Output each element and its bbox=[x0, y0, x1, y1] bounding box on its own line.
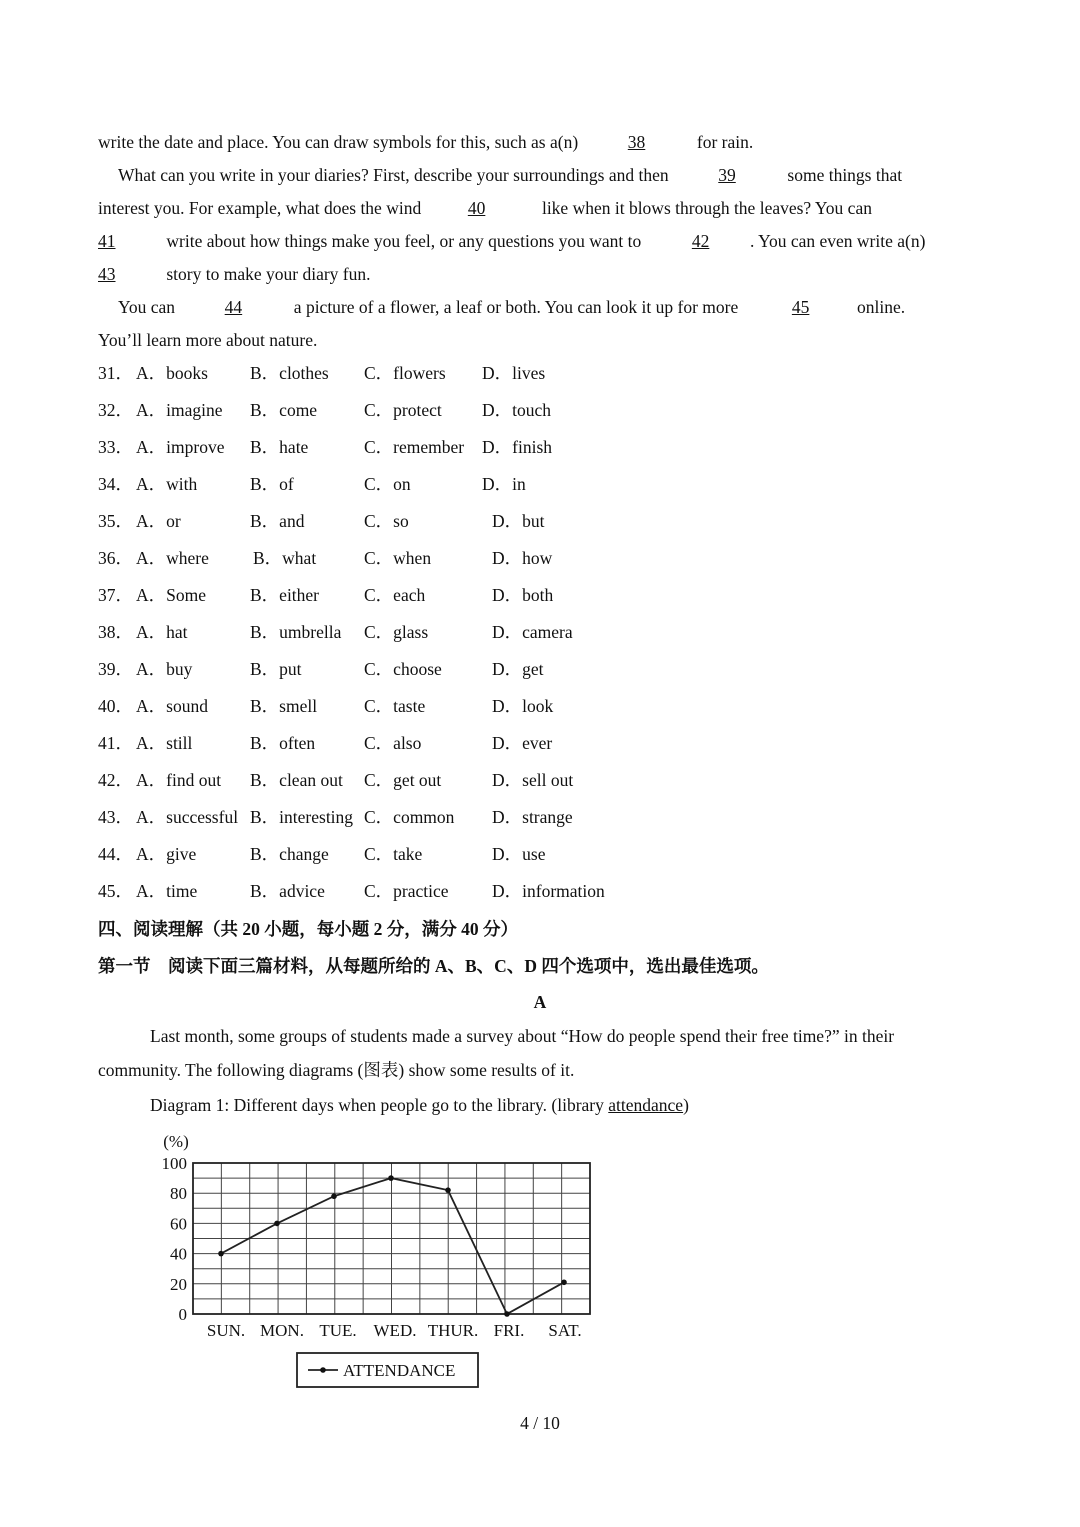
question-number: 43． bbox=[98, 807, 133, 827]
x-tick-label: THUR. bbox=[427, 1321, 479, 1340]
y-tick-label: 100 bbox=[161, 1154, 187, 1173]
passage-text: a picture of a flower, a leaf or both. You can look it up for more bbox=[293, 297, 739, 317]
caption-text: ) bbox=[683, 1095, 689, 1115]
option-d: D．ever bbox=[492, 733, 553, 753]
blank-43: 43 bbox=[98, 264, 116, 284]
data-point bbox=[218, 1251, 224, 1257]
x-tick-label: SUN. bbox=[206, 1321, 246, 1340]
option-c: C．common bbox=[364, 807, 455, 827]
passage-text: interest you. For example, what does the wind bbox=[98, 198, 422, 218]
option-b: B．interesting bbox=[250, 807, 354, 827]
blank-40: 40 bbox=[467, 198, 486, 218]
option-c: C．protect bbox=[364, 400, 442, 420]
option-a: A．hat bbox=[136, 622, 188, 642]
passage-letter: A bbox=[533, 992, 547, 1012]
option-c: C．remember bbox=[364, 437, 465, 457]
caption-underlined: attendance bbox=[608, 1095, 684, 1115]
option-b: B．umbrella bbox=[250, 622, 342, 642]
passage-text: some things that bbox=[787, 165, 903, 185]
option-c: C．take bbox=[364, 844, 423, 864]
option-d: D．touch bbox=[482, 400, 552, 420]
option-a: A．find out bbox=[136, 770, 222, 790]
data-point bbox=[504, 1311, 510, 1317]
option-c: C．practice bbox=[364, 881, 449, 901]
option-d: D．in bbox=[482, 474, 526, 494]
option-b: B．change bbox=[250, 844, 329, 864]
blank-42: 42 bbox=[691, 231, 710, 251]
question-number: 45． bbox=[98, 881, 133, 901]
option-d: D．look bbox=[492, 696, 554, 716]
question-number: 36． bbox=[98, 548, 133, 568]
x-tick-label: FRI. bbox=[493, 1321, 525, 1340]
question-number: 34． bbox=[98, 474, 133, 494]
y-tick-label: 20 bbox=[170, 1274, 187, 1294]
option-d: D．finish bbox=[482, 437, 552, 457]
question-number: 32． bbox=[98, 400, 133, 420]
passage-text: story to make your diary fun. bbox=[166, 264, 371, 284]
option-b: B．hate bbox=[250, 437, 309, 457]
x-tick-label: TUE. bbox=[319, 1321, 357, 1340]
option-d: D．strange bbox=[492, 807, 573, 827]
option-b: B．often bbox=[250, 733, 316, 753]
option-d: D．but bbox=[492, 511, 545, 531]
option-b: B．clean out bbox=[250, 770, 343, 790]
option-b: B．smell bbox=[250, 696, 318, 716]
option-a: A．buy bbox=[136, 659, 193, 679]
option-c: C．flowers bbox=[364, 363, 446, 383]
question-number: 44． bbox=[98, 844, 133, 864]
y-tick-label: 60 bbox=[170, 1214, 187, 1234]
option-b: B．come bbox=[250, 400, 318, 420]
y-tick-label: 40 bbox=[170, 1244, 187, 1264]
data-point bbox=[445, 1187, 451, 1193]
option-b: B．clothes bbox=[250, 363, 329, 383]
option-a: A．with bbox=[136, 474, 198, 494]
x-tick-label: WED. bbox=[373, 1321, 417, 1340]
question-number: 40． bbox=[98, 696, 133, 716]
x-tick-label: MON. bbox=[260, 1321, 304, 1340]
option-a: A．where bbox=[136, 548, 209, 568]
option-d: D．get bbox=[492, 659, 544, 679]
data-point bbox=[388, 1175, 394, 1181]
y-tick-label: 0 bbox=[178, 1305, 187, 1324]
question-number: 42． bbox=[98, 770, 133, 790]
option-a: A．successful bbox=[136, 807, 239, 827]
option-c: C．get out bbox=[364, 770, 442, 790]
passage-text: What can you write in your diaries? First, describe your surroundings and then bbox=[118, 165, 669, 185]
legend-label: ATTENDANCE bbox=[343, 1361, 456, 1380]
option-c: C．choose bbox=[364, 659, 442, 679]
passage-text: You’ll learn more about nature. bbox=[98, 330, 318, 350]
passage-text: . You can even write a(n) bbox=[749, 231, 926, 251]
blank-38: 38 bbox=[627, 132, 646, 152]
option-d: D．use bbox=[492, 844, 546, 864]
passage-text: for rain. bbox=[696, 132, 754, 152]
data-point bbox=[331, 1193, 337, 1199]
blank-41: 41 bbox=[98, 231, 116, 251]
question-number: 35． bbox=[98, 511, 133, 531]
option-d: D．lives bbox=[482, 363, 546, 383]
option-b: B．advice bbox=[250, 881, 325, 901]
y-axis-label: (%) bbox=[163, 1132, 189, 1151]
option-c: C．on bbox=[364, 474, 411, 494]
blank-45: 45 bbox=[791, 297, 810, 317]
passage-text: like when it blows through the leaves? You can bbox=[541, 198, 872, 218]
passage-text: write the date and place. You can draw symbols for this, such as a(n) bbox=[98, 132, 579, 152]
series-line-attendance bbox=[221, 1178, 564, 1314]
data-point bbox=[561, 1279, 567, 1285]
y-tick-label: 80 bbox=[170, 1184, 187, 1204]
option-b: B．and bbox=[250, 511, 305, 531]
option-c: C．glass bbox=[364, 622, 429, 642]
legend-marker bbox=[320, 1367, 326, 1373]
question-number: 33． bbox=[98, 437, 133, 457]
option-c: C．each bbox=[364, 585, 426, 605]
option-a: A．time bbox=[136, 881, 198, 901]
passage-text: write about how things make you feel, or any questions you want to bbox=[166, 231, 642, 251]
section-subheading: 第一节 阅读下面三篇材料，从每题所给的 A、B、C、D 四个选项中，选出最佳选项。 bbox=[98, 956, 769, 976]
option-b: B．what bbox=[253, 548, 317, 568]
data-point bbox=[274, 1221, 280, 1227]
intro-line-1: Last month, some groups of students made a survey about “How do people spend their free time?” in their bbox=[150, 1026, 895, 1046]
question-number: 37． bbox=[98, 585, 133, 605]
option-a: A．imagine bbox=[136, 400, 223, 420]
option-a: A．still bbox=[136, 733, 193, 753]
question-number: 31． bbox=[98, 363, 133, 383]
option-a: A．books bbox=[136, 363, 208, 383]
blank-39: 39 bbox=[718, 165, 736, 185]
caption-text: Diagram 1: Different days when people go to the library. (library bbox=[150, 1095, 609, 1115]
option-d: D．how bbox=[492, 548, 553, 568]
option-c: C．taste bbox=[364, 696, 426, 716]
option-a: A．or bbox=[136, 511, 181, 531]
option-d: D．camera bbox=[492, 622, 573, 642]
option-d: D．both bbox=[492, 585, 554, 605]
option-b: B．of bbox=[250, 474, 294, 494]
x-tick-label: SAT. bbox=[548, 1321, 582, 1340]
intro-line-2: community. The following diagrams (图表) show some results of it. bbox=[98, 1060, 575, 1080]
option-c: C．when bbox=[364, 548, 432, 568]
question-number: 41． bbox=[98, 733, 133, 753]
option-c: C．also bbox=[364, 733, 422, 753]
option-a: A．Some bbox=[136, 585, 206, 605]
option-a: A．improve bbox=[136, 437, 225, 457]
option-c: C．so bbox=[364, 511, 409, 531]
section-heading: 四、阅读理解（共 20 小题，每小题 2 分，满分 40 分） bbox=[98, 919, 518, 939]
question-number: 38． bbox=[98, 622, 133, 642]
page-number: 4 / 10 bbox=[520, 1413, 560, 1433]
passage-text: online. bbox=[857, 297, 906, 317]
question-number: 39． bbox=[98, 659, 133, 679]
option-d: D．information bbox=[492, 881, 605, 901]
passage-text: You can bbox=[118, 297, 176, 317]
option-b: B．put bbox=[250, 659, 302, 679]
option-d: D．sell out bbox=[492, 770, 574, 790]
option-a: A．give bbox=[136, 844, 197, 864]
option-a: A．sound bbox=[136, 696, 208, 716]
option-b: B．either bbox=[250, 585, 320, 605]
blank-44: 44 bbox=[224, 297, 243, 317]
